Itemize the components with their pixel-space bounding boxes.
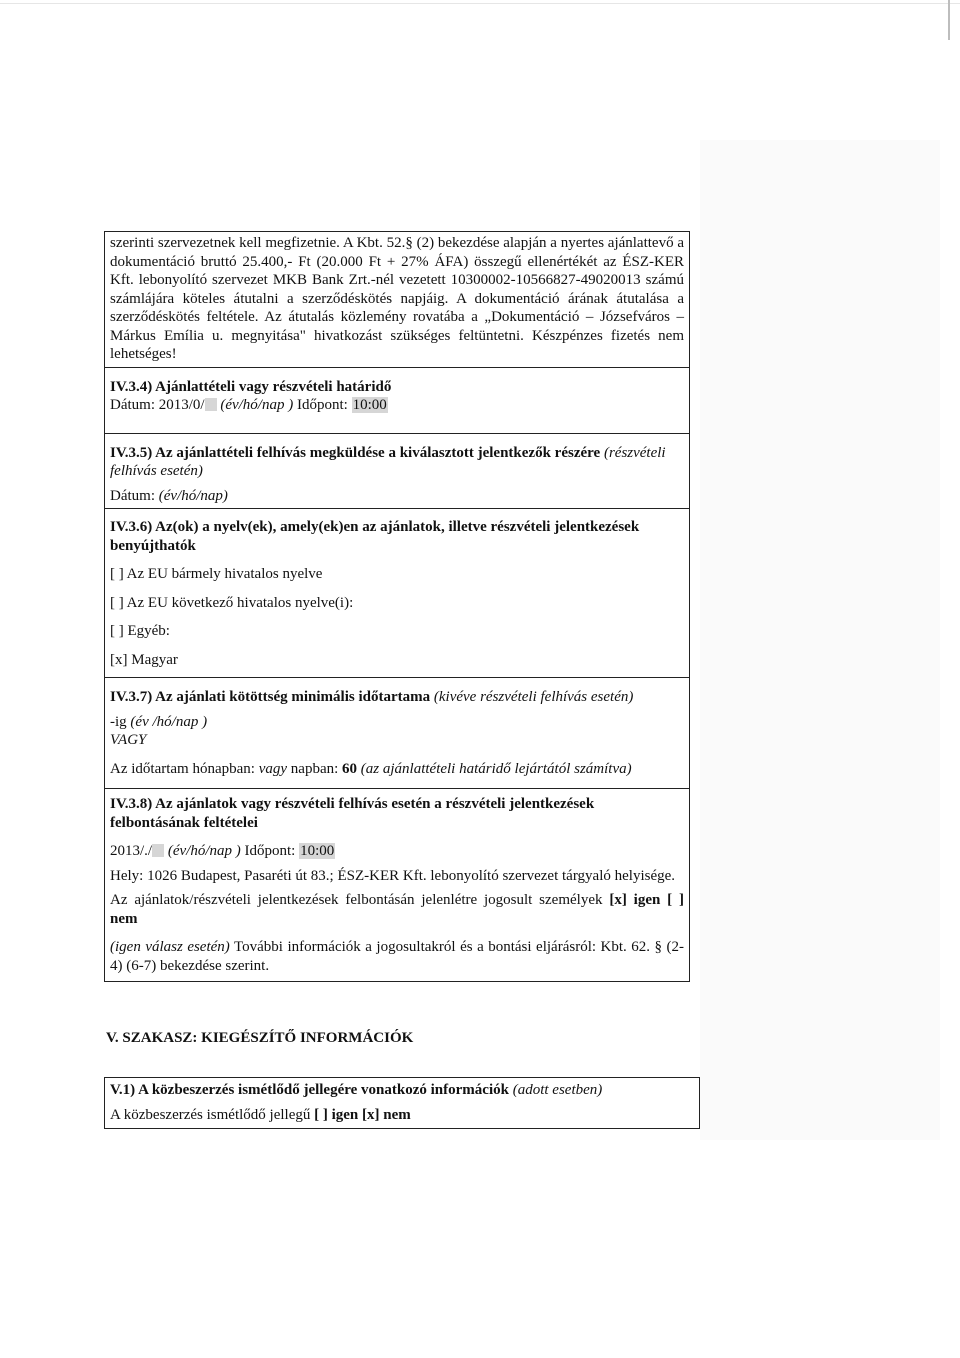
language-option: [ ] Az EU következő hivatalos nyelve(i):: [110, 594, 354, 611]
time-fill-field: 10:00: [352, 397, 387, 413]
intro-paragraph: szerinti szervezetnek kell megfizetnie. A Kbt. 52.§ (2) bekezdése alapján a nyertes ajánlattevő a dokumentáció bruttó 25.400,- Ft (20.000 Ft + 27% ÁFA) összegű ellenértékét az ÉSZ-KER Kft. lebonyolító szervezet MKB Bank Zrt.-nél vezetett 10300002-10566827-49020013 számú számlájára köteles átutalni a szerződéskötés napjáig. A dokumentáció árának átutalása a szerződéskötés feltétele. Az átutalás közlemény rovatába a „Dokumentáció – Józsefváros – Márkus Emília u. megnyitása" hivatkozást szükséges feltüntetni. Készpénzes fizetés nem lehetséges!: [110, 235, 684, 362]
form-box: [104, 231, 690, 982]
section-v-1: [104, 1077, 700, 1129]
date-fill-field: [152, 844, 164, 857]
language-option: [ ] Egyéb:: [110, 623, 170, 639]
scan-artifact: [0, 3, 960, 4]
section-iv-3-7: [105, 677, 689, 788]
date-line: Dátum: (év/hó/nap): [110, 487, 228, 504]
section-v-title: V. SZAKASZ: KIEGÉSZÍTŐ INFORMÁCIÓK: [106, 1030, 414, 1046]
language-option: [ ] Az EU bármely hivatalos nyelve: [110, 566, 323, 582]
section-heading: IV.3.8) Az ajánlatok vagy részvételi felhívás esetén a részvételi jelentkezések felbontásának feltételei: [110, 796, 595, 831]
date-fill-field: [205, 398, 217, 411]
section-heading: IV.3.4) Ajánlattételi vagy részvételi határidő: [110, 378, 392, 395]
language-option: [x] Magyar: [110, 651, 178, 668]
section-iv-3-4: [105, 367, 689, 433]
section-heading: IV.3.7) Az ajánlati kötöttség minimális időtartama (kivéve részvételi felhívás esetén): [110, 689, 634, 705]
info-line: (igen válasz esetén) További információk a jogosultakról és a bontási eljárásról: Kbt. 62. § (2-4) (6-7) bekezdése szerint.: [110, 939, 685, 974]
intro-section: [105, 232, 689, 367]
vagy-line: VAGY: [110, 732, 147, 748]
opening-date-line: 2013/./ (év/hó/nap ) Időpont: 10:00: [110, 843, 335, 859]
section-heading: IV.3.6) Az(ok) a nyelv(ek), amely(ek)en az ajánlatok, illetve részvételi jelentkezések benyújthatók: [110, 519, 640, 554]
section-iv-3-5: [105, 433, 689, 509]
deadline-line: Dátum: 2013/0/ (év/hó/nap ) Időpont: 10:00: [110, 397, 387, 413]
duration-line: Az időtartam hónapban: vagy napban: 60 (az ajánlattételi határidő lejártától számítva): [110, 760, 632, 777]
section-heading: V.1) A közbeszerzés ismétlődő jellegére vonatkozó információk (adott esetben): [110, 1082, 603, 1098]
place-line: Hely: 1026 Budapest, Pasaréti út 83.; ÉSZ-KER Kft. lebonyolító szervezet tárgyaló helyisége.: [110, 867, 676, 884]
section-heading: IV.3.5) Az ajánlattételi felhívás megküldése a kiválasztott jelentkezők részére (részvételi felhívás esetén): [110, 444, 666, 479]
scan-artifact: [948, 0, 950, 40]
recurring-line: A közbeszerzés ismétlődő jellegű [ ] igen [x] nem: [110, 1106, 411, 1123]
section-iv-3-8: [105, 788, 689, 981]
scan-artifact: [700, 140, 940, 1140]
time-fill-field: 10:00: [300, 843, 335, 859]
attendees-line: Az ajánlatok/részvételi jelentkezések felbontásán jelenlétre jogosult személyek [x] igen [ ] nem: [110, 892, 685, 927]
ig-line: -ig (év /hó/nap ): [110, 713, 208, 730]
section-iv-3-6: [105, 508, 689, 677]
